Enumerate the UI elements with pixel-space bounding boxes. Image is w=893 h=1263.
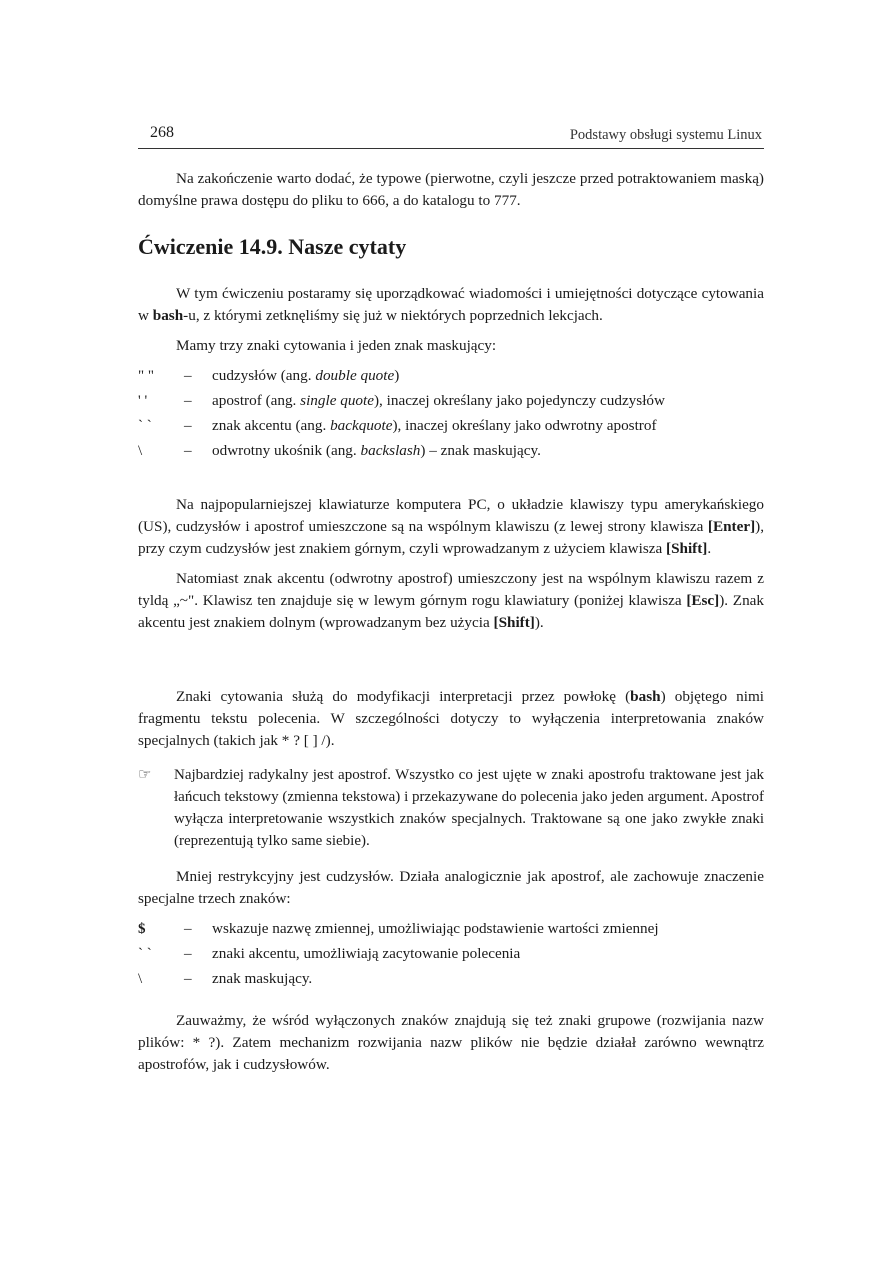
intro-paragraph (138, 168, 764, 220)
list-item: $ – wskazuje nazwę zmiennej, umożliwiając podstawienie wartości zmiennej (138, 918, 764, 943)
running-title: Podstawy obsługi systemu Linux (569, 127, 762, 143)
section-intro (138, 283, 764, 465)
list-symbol: \ (138, 443, 143, 459)
list-item: " " – cudzysłów (ang. double quote) (138, 365, 764, 390)
page-header (138, 124, 764, 149)
note-text: Najbardziej radykalny jest apostrof. Wszystko co jest ujęte w znaki apostrofu traktowane jest jak łańcuch tekstowy (zmienna tekstowa) i przekazywane do polecenia jako jeden argument. Apostrof wyłącza interpretowanie wszystkich znaków specjalnych. Traktowane są one jako zwykłe znaki (reprezentują tylko same siebie). (174, 767, 764, 849)
section-keyboard (138, 494, 764, 642)
paragraph: W tym ćwiczeniu postaramy się uporządkować wiadomości i umiejętności dotyczące cytowania w bash-u, z którymi zetknęliśmy się już w niektórych poprzednich lekcjach. (138, 285, 764, 324)
page-number: 268 (150, 124, 174, 141)
paragraph: Mamy trzy znaki cytowania i jeden znak maskujący: (176, 337, 497, 354)
list-item: ' ' – apostrof (ang. single quote), inaczej określany jako pojedynczy cudzysłów (138, 390, 764, 415)
paragraph: Zauważmy, że wśród wyłączonych znaków znajdują się też znaki grupowe (rozwijania nazw plików: * ?). Zatem mechanizm rozwijania nazw plików nie będzie działał zarówno wewnątrz apostrofów, jak i cudzysłowów. (138, 1012, 764, 1073)
note-block (138, 764, 764, 852)
list-item: \ – odwrotny ukośnik (ang. backslash) – znak maskujący. (138, 440, 764, 465)
special-chars-list (138, 918, 764, 993)
list-symbol: $ (138, 921, 146, 937)
exercise-heading: Ćwiczenie 14.9. Nasze cytaty (138, 234, 407, 259)
section-globbing (138, 1010, 764, 1084)
section-double-quote (138, 866, 764, 993)
paragraph: Na najpopularniejszej klawiaturze komputera PC, o układzie klawiszy typu amerykańskiego (US), cudzysłów i apostrof umieszczone są na wspólnym klawiszu (z lewej strony klawisza [Enter]), przy czym cudzysłów jest znakiem górnym, czyli wprowadzanym z użyciem klawisza [Shift]. (138, 496, 764, 557)
list-symbol: ` ` (138, 946, 152, 962)
pointing-hand-icon: ☞ (138, 767, 152, 783)
intro-text: Na zakończenie warto dodać, że typowe (pierwotne, czyli jeszcze przed potraktowaniem maską) domyślne prawa dostępu do pliku to 666, a do katalogu to 777. (138, 170, 764, 209)
list-symbol: ` ` (138, 418, 152, 434)
list-item: \ – znak maskujący. (138, 968, 764, 993)
paragraph: Mniej restrykcyjny jest cudzysłów. Działa analogicznie jak apostrof, ale zachowuje znaczenie specjalne trzech znaków: (138, 868, 764, 907)
list-symbol: \ (138, 971, 143, 987)
list-item: ` ` – znaki akcentu, umożliwiają zacytowanie polecenia (138, 943, 764, 968)
quote-chars-list (138, 365, 764, 465)
list-symbol: " " (138, 368, 154, 384)
paragraph: Znaki cytowania służą do modyfikacji interpretacji przez powłokę (bash) objętego nimi fragmentu tekstu polecenia. W szczególności dotyczy to wyłączenia interpretowania znaków specjalnych (takich jak * ? [ ] /). (138, 688, 764, 749)
paragraph: Natomiast znak akcentu (odwrotny apostrof) umieszczony jest na wspólnym klawiszu razem z tyldą „~". Klawisz ten znajduje się w lewym górnym rogu klawiatury (poniżej klawisza [Esc]). Znak akcentu jest znakiem dolnym (wprowadzanym bez użycia [Shift]). (138, 570, 764, 631)
section-interpretation (138, 686, 764, 760)
list-item: ` ` – znak akcentu (ang. backquote), inaczej określany jako odwrotny apostrof (138, 415, 764, 440)
list-symbol: ' ' (138, 393, 148, 409)
